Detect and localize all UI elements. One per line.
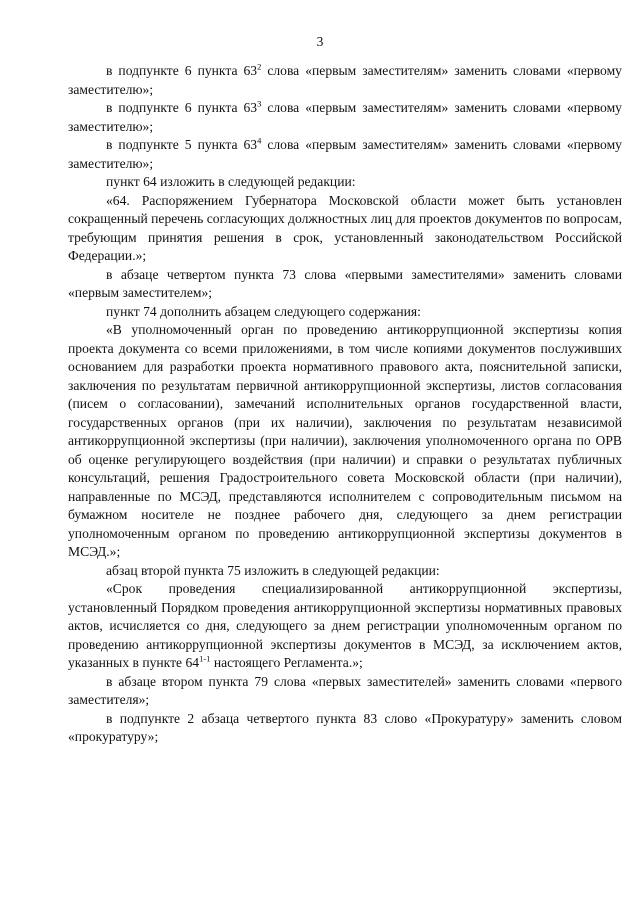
paragraph <box>68 192 622 266</box>
paragraph <box>68 303 622 322</box>
paragraph <box>68 62 622 99</box>
paragraph-text: в подпункте 2 абзаца четвертого пункта 83 слово «Прокуратуру» заменить словом «прокуратуру»; <box>68 710 622 744</box>
page-number: 3 <box>316 34 324 49</box>
superscript: 1-1 <box>199 653 211 664</box>
paragraph-text: в подпункте 6 пункта 63 <box>106 63 258 78</box>
paragraph-text: в абзаце втором пункта 79 слова «первых заместителей» заменить словами «первого заместителя»; <box>68 673 622 707</box>
superscript: 4 <box>257 135 262 146</box>
paragraph <box>68 562 622 581</box>
paragraph <box>68 173 622 192</box>
paragraph <box>68 136 622 173</box>
paragraph-text: «64. Распоряжением Губернатора Московской области может быть установлен сокращенный перечень согласующих должностных лиц для проектов документов по вопросам, требующим принятия решения в срок, установленный законодательством Российской Федерации.»; <box>68 192 622 263</box>
paragraph-text: в подпункте 5 пункта 63 <box>106 137 258 152</box>
paragraph-text: в подпункте 6 пункта 63 <box>106 100 258 115</box>
paragraph-text: слова «первым заместителям» заменить словами «первому заместителю»; <box>68 137 622 171</box>
paragraph-text: в абзаце четвертом пункта 73 слова «первыми заместителями» заменить словами «первым заместителем»; <box>68 266 622 300</box>
document-body <box>68 62 622 747</box>
paragraph-text: абзац второй пункта 75 изложить в следующей редакции: <box>106 562 440 578</box>
paragraph-text: настоящего Регламента.»; <box>210 655 363 670</box>
paragraph-text: «Срок проведения специализированной антикоррупционной экспертизы, установленный Порядком проведения антикоррупционной экспертизы нормативных правовых актов, исчисляется со дня, следующего за днем регистрации уполномоченным органом по проведению антикоррупционной экспертизы документов в МСЭД, за исключением актов, указанных в пункте 64 <box>68 581 622 670</box>
paragraph <box>68 710 622 747</box>
paragraph-text: «В уполномоченный орган по проведению антикоррупционной экспертизы копия проекта документа со всеми приложениями, в том числе копиями документов послуживших основанием для разработки проекта нормативного правового акта, пояснительной записки, заключения по результатам первичной антикоррупционной экспертизы, листов согласования (писем о согласовании), замечаний исполнительных органов государственной власти, государственных органов (при их наличии), заключения по результатам независимой антикоррупционной экспертизы (при наличии), заключения уполномоченного органа по ОРВ об оценке регулирующего воздействия (при наличии) и справки о результатах публичных консультаций, решения Градостроительного совета Московской области (при наличии), направленные по МСЭД, представляются исполнителем с сопроводительным письмом на бумажном носителе не позднее рабочего дня, следующего за днем регистрации уполномоченным органом по проведению антикоррупционной экспертизы документов в МСЭД.»; <box>68 322 622 559</box>
paragraph <box>68 673 622 710</box>
paragraph <box>68 266 622 303</box>
paragraph <box>68 99 622 136</box>
superscript: 2 <box>257 61 262 72</box>
paragraph <box>68 580 622 673</box>
paragraph-text: пункт 74 дополнить абзацем следующего содержания: <box>106 303 421 319</box>
paragraph-text: пункт 64 изложить в следующей редакции: <box>106 174 356 189</box>
paragraph-text: слова «первым заместителям» заменить словами «первому заместителю»; <box>68 63 622 97</box>
paragraph <box>68 321 622 562</box>
superscript: 3 <box>257 98 262 109</box>
paragraph-text: слова «первым заместителям» заменить словами «первому заместителю»; <box>68 100 622 134</box>
